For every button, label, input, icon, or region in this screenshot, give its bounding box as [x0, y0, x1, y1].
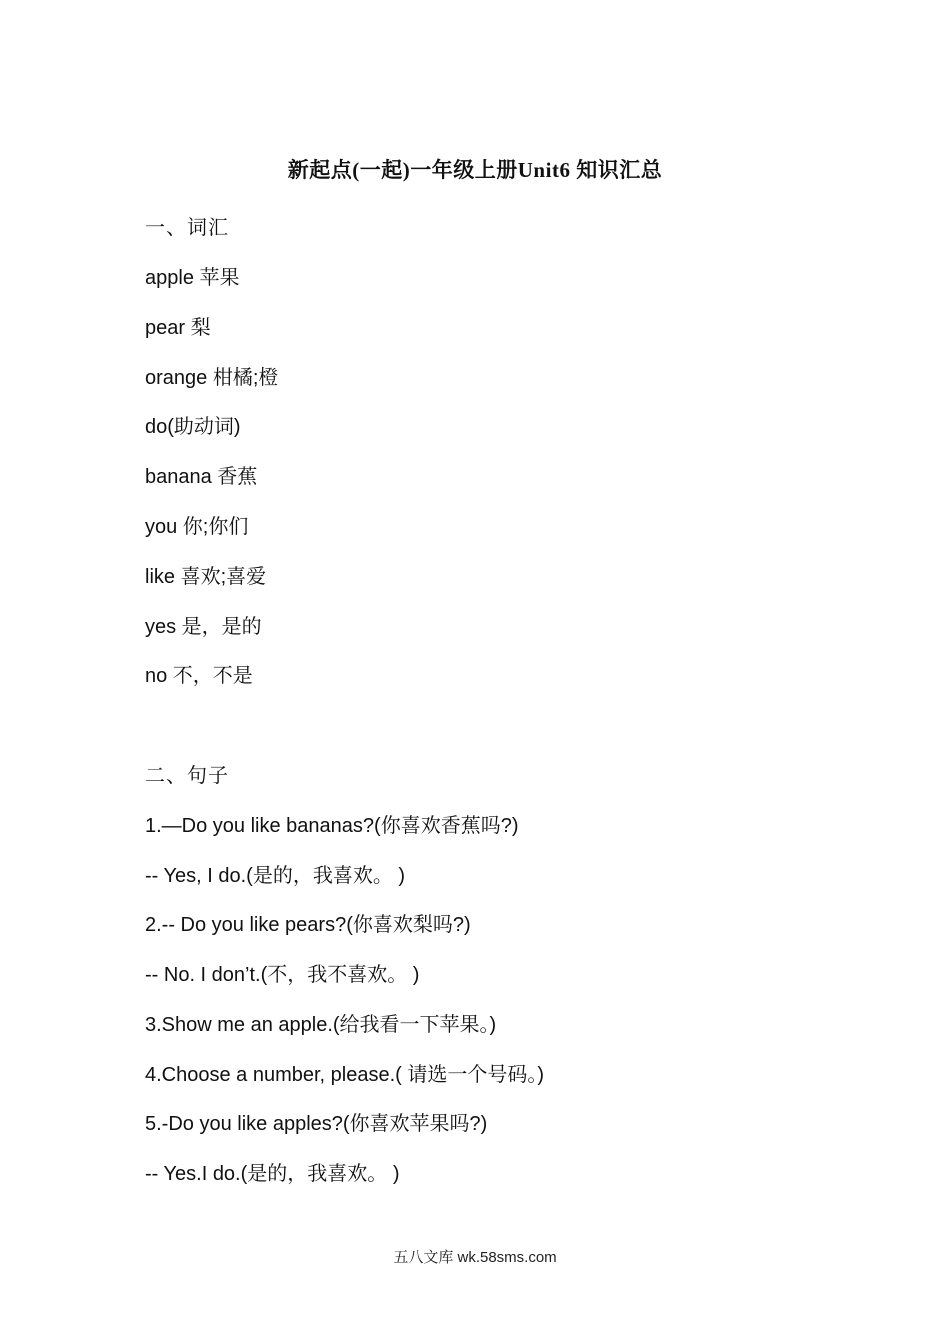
sentence-line: 3.Show me an apple.(给我看一下苹果。) — [145, 1014, 497, 1036]
sentence-line: -- No. I don’t.(不，我不喜欢。 ) — [145, 964, 420, 986]
sentence-line: 2.-- Do you like pears?(你喜欢梨吗?) — [145, 914, 471, 936]
vocab-line: you 你;你们 — [145, 516, 249, 538]
vocab-line: banana 香蕉 — [145, 466, 258, 488]
sentence-line: 5.-Do you like apples?(你喜欢苹果吗?) — [145, 1113, 488, 1135]
page-footer: 五八文库 wk.58sms.com — [393, 1249, 557, 1266]
sentence-line: 4.Choose a number, please.( 请选一个号码。) — [145, 1064, 545, 1086]
vocab-line: yes 是，是的 — [145, 616, 262, 638]
vocab-line: do(助动词) — [145, 416, 241, 438]
vocab-line: like 喜欢;喜爱 — [145, 566, 267, 588]
section-heading-vocabulary: 一、词汇 — [145, 215, 229, 239]
document-title: 新起点(一起)一年级上册Unit6 知识汇总 — [287, 158, 663, 182]
vocab-line: no 不，不是 — [145, 665, 253, 687]
sentence-line: -- Yes.I do.(是的，我喜欢。 ) — [145, 1163, 400, 1185]
sentence-line: 1.—Do you like bananas?(你喜欢香蕉吗?) — [145, 815, 519, 837]
vocab-line: apple 苹果 — [145, 267, 240, 289]
sentence-line: -- Yes, I do.(是的，我喜欢。 ) — [145, 865, 406, 887]
section-heading-sentences: 二、句子 — [145, 763, 229, 787]
vocab-line: orange 柑橘;橙 — [145, 367, 279, 389]
vocab-line: pear 梨 — [145, 317, 211, 339]
